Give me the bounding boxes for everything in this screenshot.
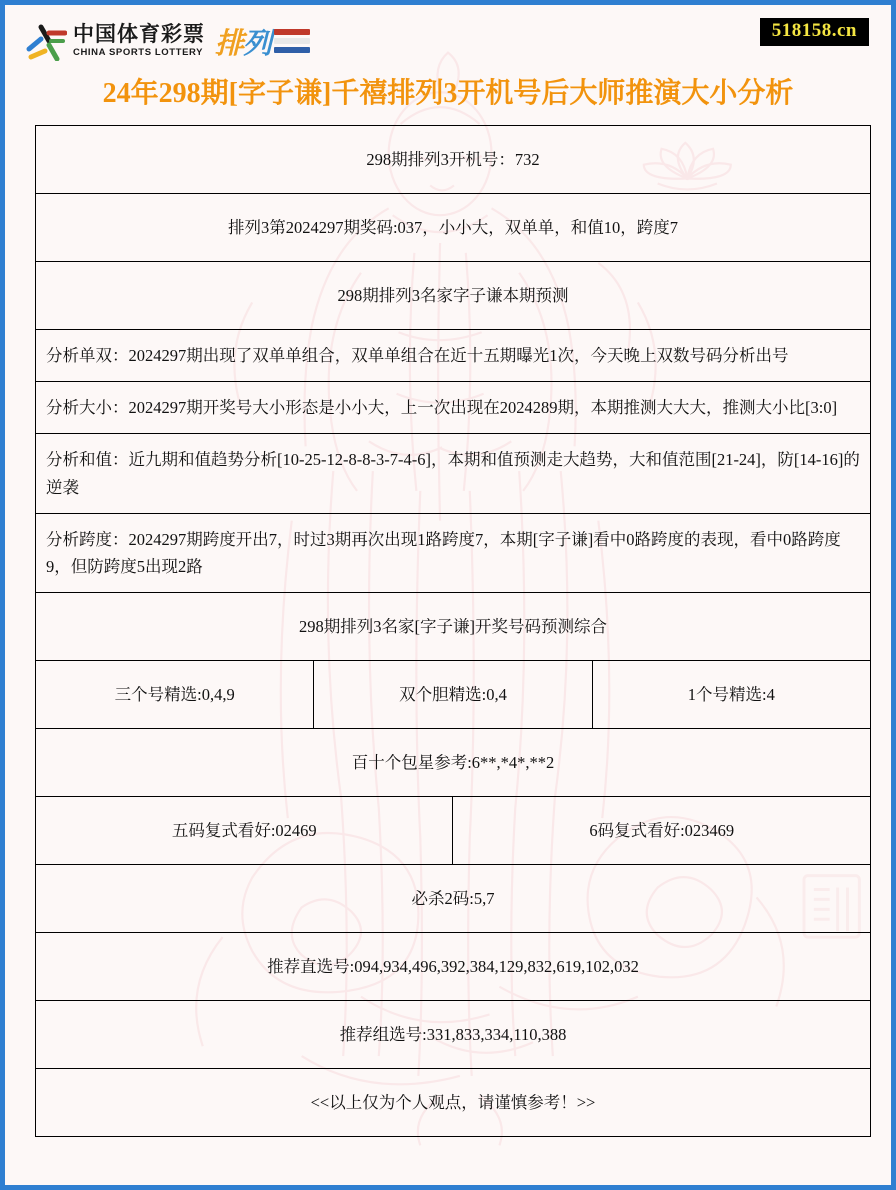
prediction-table — [35, 125, 871, 1137]
table-row — [36, 330, 871, 382]
last-draw-result-cell: 排列3第2024297期奖码:037，小小大，双单单，和值10，跨度7 — [36, 194, 871, 262]
game-logo-char-1: 排 — [215, 27, 244, 60]
baoxing-reference-cell: 百十个包星参考:6**,*4*,**2 — [36, 729, 871, 797]
kaiji-number-cell: 298期排列3开机号：732 — [36, 126, 871, 194]
table-row — [36, 194, 871, 262]
game-logo-three-bars-icon — [274, 29, 310, 53]
summary-header-cell: 298期排列3名家[字子谦]开奖号码预测综合 — [36, 593, 871, 661]
game-logo-char-2: 列 — [243, 27, 272, 60]
table-row — [36, 865, 871, 933]
zuxuan-recommend-cell: 推荐组选号:331,833,334,110,388 — [36, 1001, 871, 1069]
game-logo-pailie3 — [215, 21, 310, 62]
table-row — [36, 126, 871, 194]
table-row — [36, 797, 871, 865]
table-row — [36, 1069, 871, 1137]
five-code-cell: 五码复式看好:02469 — [36, 797, 453, 865]
pick-three-cell: 三个号精选:0,4,9 — [36, 661, 314, 729]
analysis-big-small-cell: 分析大小：2024297期开奖号大小形态是小小大，上一次出现在2024289期，本期推测大大大，推测大小比[3:0] — [36, 382, 871, 434]
table-row — [36, 382, 871, 434]
zhixuan-recommend-cell: 推荐直选号:094,934,496,392,384,129,832,619,102,032 — [36, 933, 871, 1001]
analysis-sum-cell: 分析和值：近九期和值趋势分析[10-25-12-8-8-3-7-4-6]，本期和值预测走大趋势，大和值范围[21-24]，防[14-16]的逆袭 — [36, 434, 871, 513]
brand-logo — [23, 21, 310, 62]
brand-name-cn: 中国体育彩票 — [73, 23, 205, 47]
table-row — [36, 1001, 871, 1069]
kill-two-cell: 必杀2码:5,7 — [36, 865, 871, 933]
site-url-badge: 518158.cn — [760, 18, 869, 46]
table-row — [36, 593, 871, 661]
table-row — [36, 933, 871, 1001]
table-row — [36, 434, 871, 513]
forecast-header-cell: 298期排列3名家字子谦本期预测 — [36, 262, 871, 330]
analysis-span-cell: 分析跨度：2024297期跨度开出7，时过3期再次出现1路跨度7，本期[字子谦]看中0路跨度的表现，看中0路跨度9，但防跨度5出现2路 — [36, 513, 871, 592]
pick-one-cell: 1个号精选:4 — [592, 661, 870, 729]
table-row — [36, 729, 871, 797]
brand-name-en: CHINA SPORTS LOTTERY — [73, 47, 204, 59]
table-row — [36, 262, 871, 330]
six-code-cell: 6码复式看好:023469 — [453, 797, 871, 865]
disclaimer-cell: <<以上仅为个人观点，请谨慎参考！>> — [36, 1069, 871, 1137]
site-header — [5, 5, 891, 69]
brand-wordmark — [73, 24, 205, 58]
pick-two-cell: 双个胆精选:0,4 — [314, 661, 592, 729]
table-row — [36, 513, 871, 592]
analysis-odd-even-cell: 分析单双：2024297期出现了双单单组合，双单单组合在近十五期曝光1次，今天晚上双数号码分析出号 — [36, 330, 871, 382]
table-row — [36, 661, 871, 729]
page-title: 24年298期[字子谦]千禧排列3开机号后大师推演大小分析 — [102, 78, 794, 109]
sports-lottery-emblem-icon — [23, 21, 67, 61]
